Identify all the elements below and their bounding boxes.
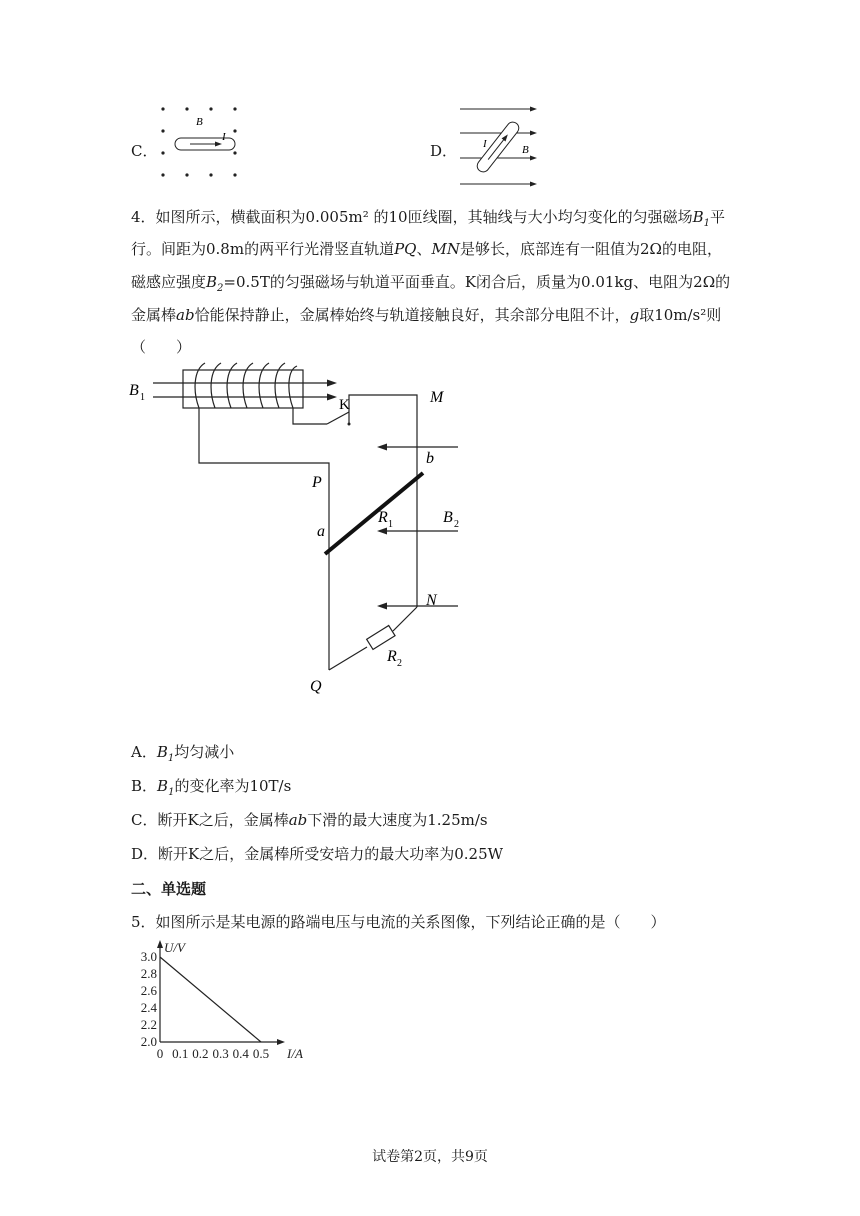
label-b2-sub: 2 [454, 519, 459, 530]
q4-line-1: 4．如图所示，横截面积为0.005m² 的10匝线圈，其轴线与大小均匀变化的匀强磁场$B_1$平 [131, 208, 726, 229]
label-r1: R [378, 509, 388, 526]
option-d-figure [450, 100, 550, 195]
y-tick-label: 2.0 [140, 1034, 157, 1049]
y-tick-label: 2.4 [140, 1000, 157, 1015]
label-n: N [426, 592, 437, 609]
x-axis-label: I/A [287, 1046, 303, 1061]
y-tick-label: 2.6 [140, 983, 157, 998]
label-r2: R [387, 648, 397, 665]
y-tick-label: 3.0 [140, 949, 157, 964]
series-line [160, 957, 261, 1042]
label-r1-sub: 1 [388, 519, 393, 530]
q4-option-d: D．断开K之后，金属棒所受安培力的最大功率为0.25W [131, 845, 504, 863]
y-tick-label: 2.2 [140, 1017, 157, 1032]
y-axis-label: U/V [164, 940, 185, 955]
option-c-label: C． [131, 142, 158, 160]
x-tick-label: 0.1 [172, 1046, 189, 1061]
section-heading: 二、单选题 [131, 880, 207, 898]
option-c-i-symbol: I [222, 131, 226, 143]
label-b2: B [443, 509, 453, 526]
label-b: b [426, 450, 434, 467]
x-tick-label: 0.4 [232, 1046, 249, 1061]
q4-answer-paren: （ ） [131, 338, 192, 356]
q4-circuit-diagram [125, 362, 470, 702]
option-d-b-symbol: B [522, 144, 529, 156]
label-b1: B [129, 382, 139, 399]
q4-line-3: 磁感应强度$B_2=0.5T$的匀强磁场与轨道平面垂直。K闭合后，质量为0.01kg、电阻为2Ω的 [131, 273, 731, 294]
q5-text: 5．如图所示是某电源的路端电压与电流的关系图像，下列结论正确的是（ ） [131, 913, 666, 931]
option-d-label: D． [430, 142, 458, 160]
label-q: Q [310, 678, 322, 695]
x-tick-label: 0.3 [212, 1046, 229, 1061]
x-tick-label: 0.5 [252, 1046, 270, 1061]
label-switch-k: K [339, 397, 350, 413]
label-m: M [430, 389, 444, 406]
label-b1-sub: 1 [140, 392, 145, 403]
option-d-i-symbol: I [483, 138, 487, 150]
y-tick-label: 2.8 [140, 966, 157, 981]
y-axis-arrow [157, 940, 163, 948]
x-tick-label: 0 [156, 1046, 164, 1061]
q4-option-c: C．断开K之后，金属棒ab下滑的最大速度为1.25m/s [131, 811, 488, 829]
x-tick-label: 0.2 [192, 1046, 209, 1061]
x-axis-arrow [277, 1039, 285, 1045]
option-c-b-symbol: B [196, 116, 203, 128]
q4-line-2: 行。间距为0.8m的两平行光滑竖直轨道PQ、MN是够长，底部连有一阻值为2Ω的电阻， [131, 240, 722, 258]
option-c-figure [150, 100, 250, 195]
label-a: a [317, 523, 325, 540]
q5-ui-chart [125, 935, 315, 1065]
q4-option-a: A．$B_1$均匀减小 [131, 743, 235, 764]
label-p: P [312, 474, 322, 491]
label-r2-sub: 2 [397, 658, 402, 669]
page-footer: 试卷第2页，共9页 [372, 1149, 488, 1165]
q4-option-b: B．$B_1$的变化率为10T/s [131, 777, 292, 798]
q4-line-4: 金属棒ab恰能保持静止，金属棒始终与轨道接触良好，其余部分电阻不计，g取10m/s²则 [131, 306, 722, 324]
